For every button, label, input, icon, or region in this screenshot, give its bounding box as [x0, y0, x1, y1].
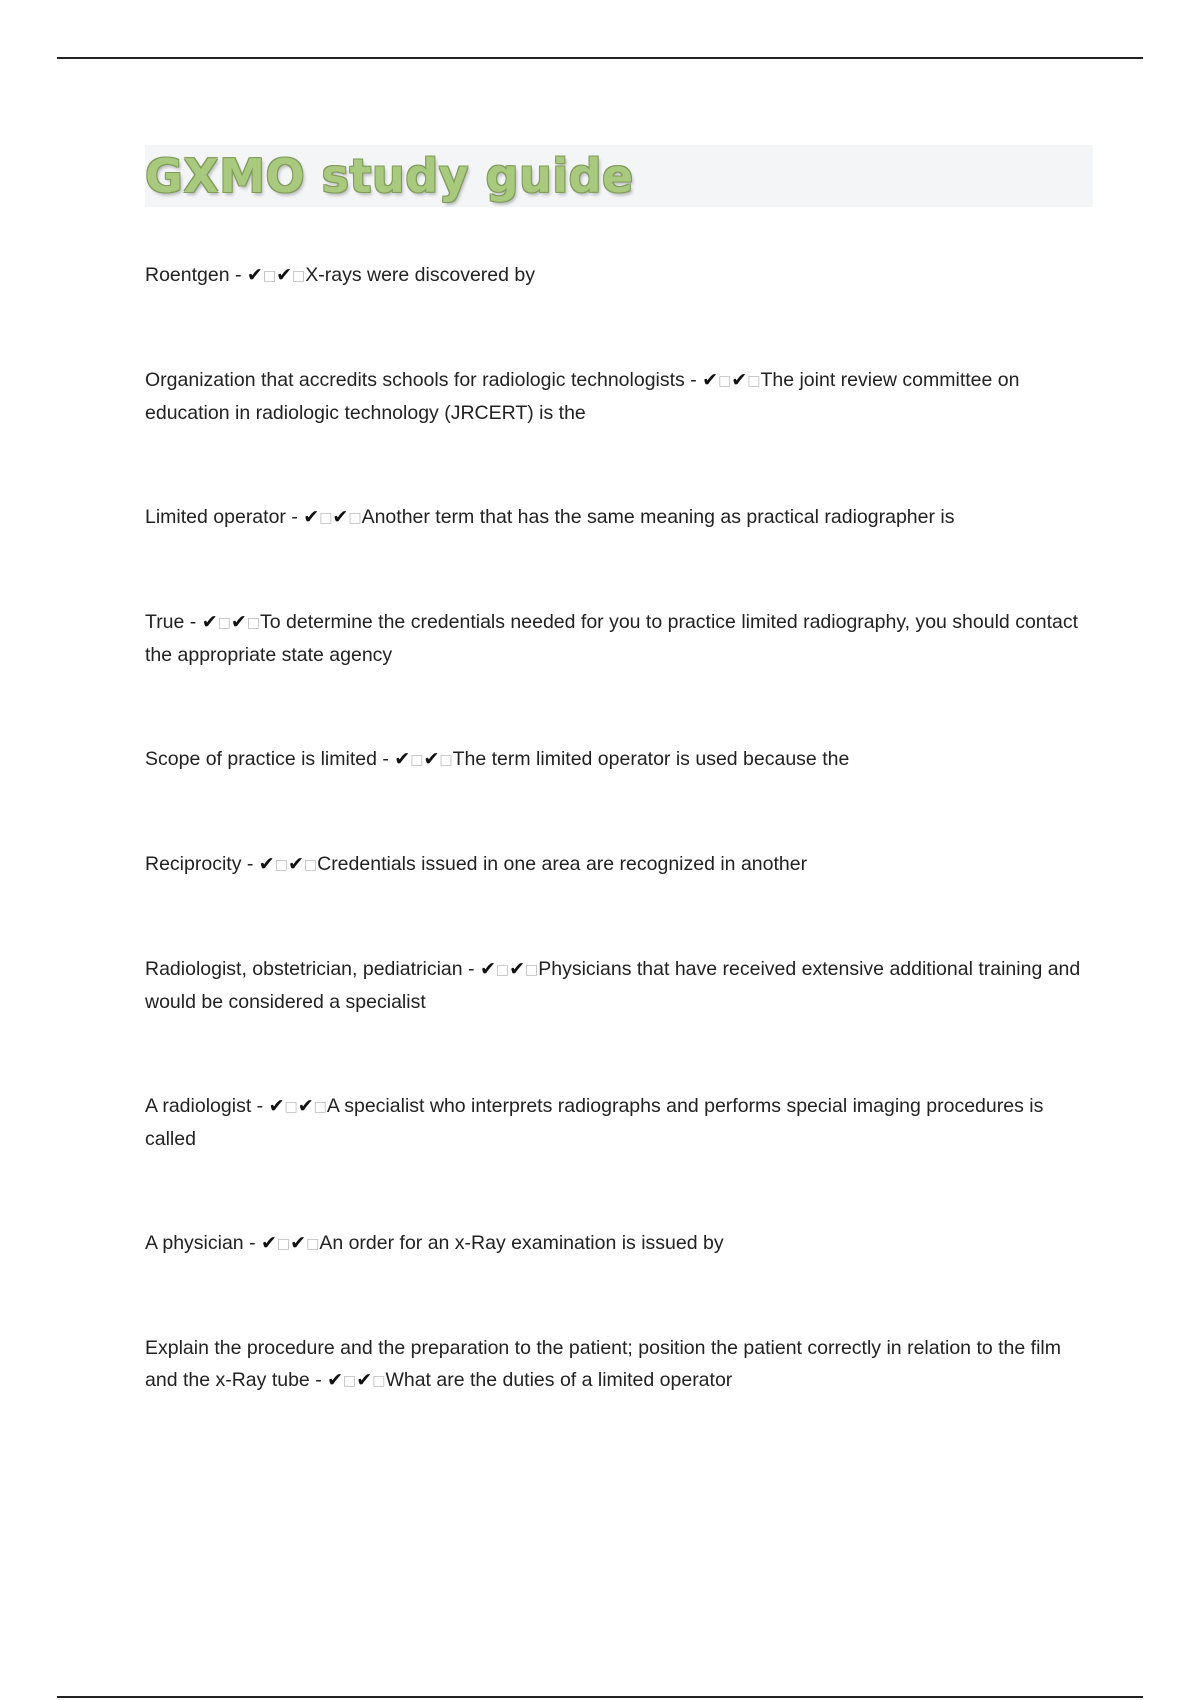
qa-question: Physicians that have received extensive additional training and would be considered a specialist	[145, 958, 1081, 1013]
header-rule	[57, 57, 1143, 59]
check-mark-icon: ✔	[261, 1232, 277, 1254]
qa-answer: Scope of practice is limited	[145, 748, 377, 770]
qa-question: X-rays were discovered by	[305, 264, 535, 286]
check-mark-icon: ✔	[276, 264, 292, 286]
qa-separator: -	[243, 1232, 261, 1254]
qa-answer: Roentgen	[145, 264, 230, 286]
check-mark-icon: ✔	[246, 264, 263, 286]
qa-question: A specialist who interprets radiographs and performs special imaging procedures is called	[145, 1095, 1044, 1150]
empty-box-icon: □	[303, 857, 318, 873]
check-mark-icon: ✔	[201, 611, 218, 633]
empty-box-icon: □	[319, 510, 333, 526]
qa-separator: -	[229, 264, 247, 286]
empty-box-icon: □	[292, 268, 306, 284]
empty-box-icon: □	[276, 1236, 291, 1252]
qa-separator: -	[309, 1369, 328, 1391]
empty-box-icon: □	[747, 373, 761, 389]
empty-box-icon: □	[246, 615, 261, 631]
qa-entry	[145, 953, 1093, 1018]
qa-entry	[145, 364, 1093, 429]
empty-box-icon: □	[718, 373, 732, 389]
qa-entry	[145, 848, 1093, 881]
empty-box-icon: □	[525, 962, 539, 978]
check-mark-icon: ✔	[297, 1095, 314, 1117]
document-body	[145, 145, 1093, 1469]
check-mark-icon: ✔	[287, 853, 304, 875]
empty-box-icon: □	[274, 857, 288, 873]
check-mark-icon: ✔	[509, 958, 526, 980]
check-mark-icon: ✔	[394, 748, 411, 770]
qa-question: To determine the credentials needed for you to practice limited radiography, you should contact the appropriate state agency	[145, 611, 1079, 666]
qa-answer: Radiologist, obstetrician, pediatrician	[145, 958, 463, 980]
check-mark-icon: ✔	[332, 506, 349, 528]
check-mark-icon: ✔	[290, 1232, 307, 1254]
check-mark-icon: ✔	[479, 958, 496, 980]
qa-answer: Limited operator	[145, 506, 286, 528]
qa-question: Another term that has the same meaning as practical radiographer is	[361, 506, 955, 528]
check-mark-icon: ✔	[258, 853, 275, 875]
empty-box-icon: □	[495, 962, 510, 978]
qa-entry	[145, 606, 1093, 671]
qa-separator: -	[285, 506, 304, 528]
empty-box-icon: □	[284, 1099, 298, 1115]
qa-question: What are the duties of a limited operator	[385, 1369, 733, 1391]
title-band	[145, 145, 1093, 207]
qa-question: The term limited operator is used because the	[452, 748, 850, 770]
check-mark-icon: ✔	[356, 1369, 373, 1391]
empty-box-icon: □	[262, 268, 277, 284]
qa-entry	[145, 259, 1093, 292]
qa-answer: A physician	[145, 1232, 244, 1254]
qa-list	[145, 259, 1093, 1397]
qa-entry	[145, 1332, 1093, 1397]
empty-box-icon: □	[217, 615, 231, 631]
empty-box-icon: □	[439, 752, 453, 768]
qa-question: Credentials issued in one area are recognized in another	[317, 853, 808, 875]
qa-separator: -	[241, 853, 259, 875]
empty-box-icon: □	[410, 752, 424, 768]
qa-answer: Explain the procedure and the preparation to the patient; position the patient correctly in relation to the film and the x-Ray tube	[145, 1337, 1061, 1391]
check-mark-icon: ✔	[230, 611, 247, 633]
empty-box-icon: □	[313, 1099, 327, 1115]
check-mark-icon: ✔	[327, 1369, 344, 1391]
qa-answer: Reciprocity	[145, 853, 242, 875]
qa-question: The joint review committee on education in radiologic technology (JRCERT) is the	[145, 369, 1020, 424]
footer-rule	[57, 1696, 1143, 1698]
qa-separator: -	[684, 369, 703, 391]
qa-separator: -	[462, 958, 480, 980]
empty-box-icon: □	[343, 1373, 357, 1389]
check-mark-icon: ✔	[702, 369, 719, 391]
empty-box-icon: □	[348, 510, 362, 526]
qa-separator: -	[376, 748, 395, 770]
document-title: GXMO study guide	[145, 149, 634, 203]
qa-answer: True	[145, 611, 185, 633]
qa-entry	[145, 1090, 1093, 1155]
qa-entry	[145, 743, 1093, 776]
empty-box-icon: □	[306, 1236, 320, 1252]
qa-answer: Organization that accredits schools for radiologic technologists	[145, 369, 685, 391]
check-mark-icon: ✔	[303, 506, 320, 528]
qa-question: An order for an x-Ray examination is issued by	[319, 1232, 724, 1254]
qa-entry	[145, 1227, 1093, 1260]
qa-separator: -	[184, 611, 202, 633]
check-mark-icon: ✔	[731, 369, 748, 391]
qa-separator: -	[251, 1095, 269, 1117]
empty-box-icon: □	[372, 1373, 386, 1389]
qa-entry	[145, 501, 1093, 534]
qa-answer: A radiologist	[145, 1095, 252, 1117]
check-mark-icon: ✔	[268, 1095, 285, 1117]
check-mark-icon: ✔	[423, 748, 440, 770]
